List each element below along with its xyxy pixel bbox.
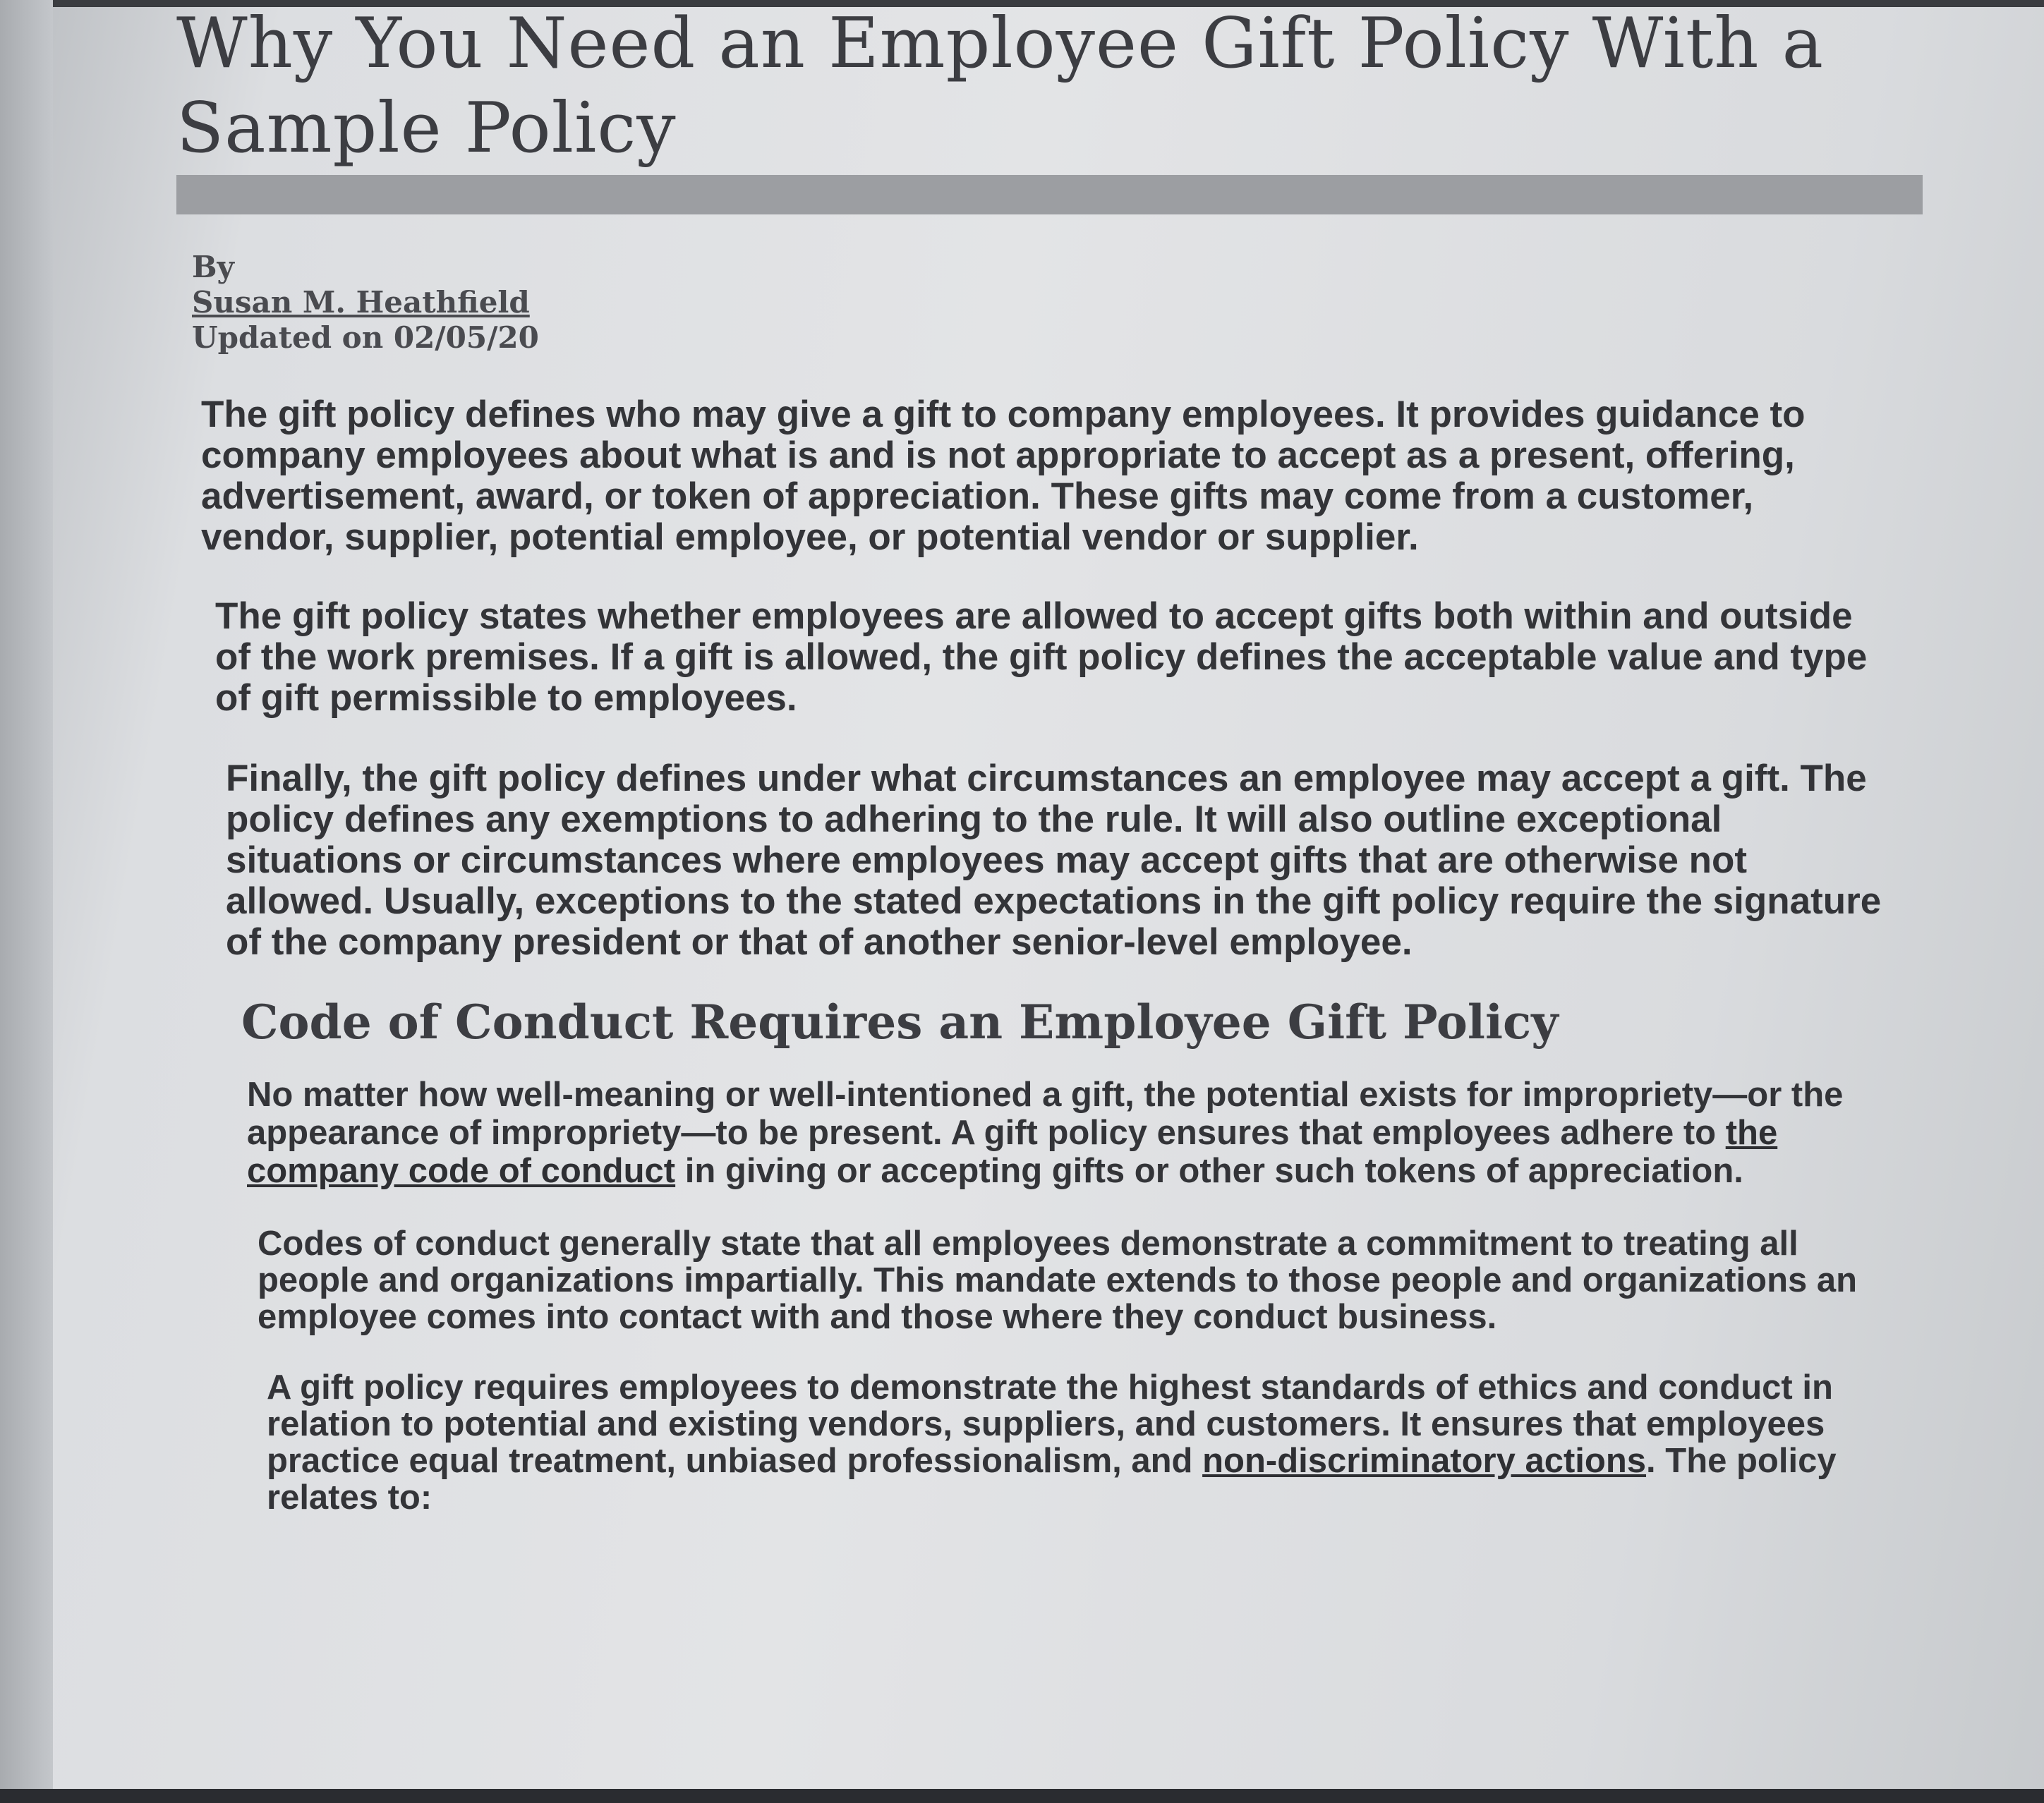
monitor-bottom-bezel xyxy=(0,1789,2044,1803)
paragraph-6 xyxy=(267,1369,1897,1516)
non-discriminatory-actions-link[interactable]: non-discriminatory actions xyxy=(1202,1442,1647,1480)
code-of-conduct-link[interactable]: the company code of conduct xyxy=(247,1114,1778,1190)
paragraph-5: Codes of conduct generally state that all employees demonstrate a commitment to treating all people and organizations impartially. This mandate extends to those people and organizations an employee comes into contact with and those where they conduct business. xyxy=(258,1225,1858,1336)
paragraph-4 xyxy=(247,1076,1905,1190)
article xyxy=(176,0,1926,1516)
author-link[interactable]: Susan M. Heathfield xyxy=(192,285,530,320)
by-label: By xyxy=(192,250,234,284)
title-divider xyxy=(176,175,1923,214)
paragraph-6-text-start: A gift policy requires employees to demonstrate the highest standards of ethics and conduct in relation to potential and existing vendors, suppliers, and customers. It ensures that employees practice equal treatment, unbiased professionalism, and xyxy=(267,1368,1833,1480)
paragraph-3: Finally, the gift policy defines under what circumstances an employee may accept a gift. The policy defines any exemptions to adhering to the rule. It will also outline exceptional situations or circumstances where employees may accept gifts that are otherwise not allowed. Usually, exceptions to the stated expectations in the gift policy require the signature of the company president or that of another senior-level employee. xyxy=(226,758,1882,963)
article-title: Why You Need an Employee Gift Policy With a Sample Policy xyxy=(176,4,1825,169)
paragraph-6-text-end: . The policy relates to: xyxy=(267,1442,1837,1517)
updated-date: Updated on 02/05/20 xyxy=(192,320,539,355)
paragraph-1: The gift policy defines who may give a gift to company employees. It provides guidance to company employees about what is and is not appropriate to accept as a present, offering, advertisement, award, or token of appreciation. These gifts may come from a customer, vendor, supplier, potential employee, or potential vendor or supplier. xyxy=(201,394,1806,558)
byline xyxy=(192,250,1926,356)
section-heading: Code of Conduct Requires an Employee Gift Policy xyxy=(241,995,1559,1050)
paragraph-2: The gift policy states whether employees are allowed to accept gifts both within and outside of the work premises. If a gift is allowed, the gift policy defines the acceptable value and type of gift permissible to employees. xyxy=(215,595,1868,719)
paragraph-4-text-start: No matter how well-meaning or well-intentioned a gift, the potential exists for impropriety—or the appearance of impropriety—to be present. A gift policy ensures that employees adhere to xyxy=(247,1076,1844,1152)
page-left-margin xyxy=(0,0,53,1803)
paragraph-4-text-end: in giving or accepting gifts or other such tokens of appreciation. xyxy=(675,1152,1743,1190)
